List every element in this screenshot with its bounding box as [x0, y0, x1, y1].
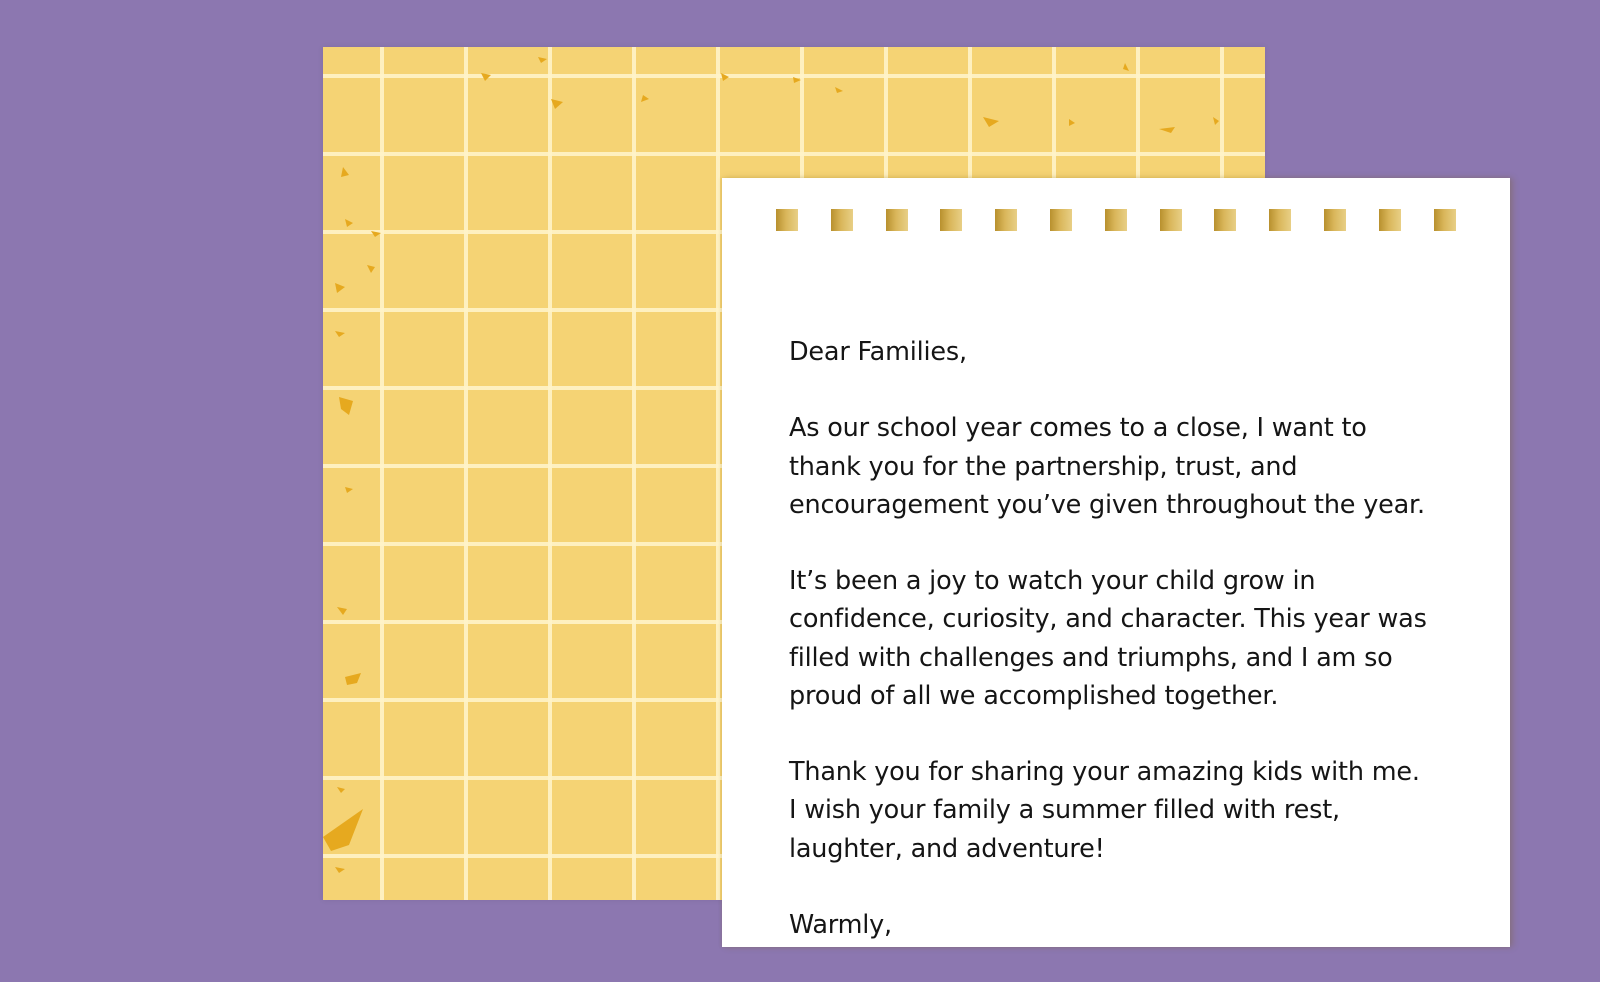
hole: [1324, 209, 1346, 231]
confetti-piece: [345, 219, 353, 227]
confetti-piece: [551, 99, 563, 109]
confetti-piece: [835, 87, 843, 93]
hole: [776, 209, 798, 231]
hole: [1214, 209, 1236, 231]
yellow-grid-board: [323, 47, 1427, 940]
confetti-piece: [1123, 63, 1129, 71]
confetti-piece: [337, 787, 345, 793]
confetti-piece: [793, 77, 801, 83]
hole: [886, 209, 908, 231]
letter-paragraph-3: Thank you for sharing your amazing kids with me. I wish your family a summer filled with rest, laughter, and adventure!: [789, 757, 1420, 864]
hole: [1379, 209, 1401, 231]
letter-paragraph-2: It’s been a joy to watch your child grow in confidence, curiosity, and character. This year was filled with challenges and triumphs, and I am so proud of all we accomplished together.: [789, 566, 1427, 711]
hole: [1050, 209, 1072, 231]
confetti-piece: [339, 397, 353, 415]
confetti-piece: [1069, 119, 1075, 126]
hole: [831, 209, 853, 231]
confetti-piece: [367, 265, 375, 273]
confetti-piece: [1159, 127, 1175, 133]
confetti-piece: [335, 331, 345, 337]
confetti-piece: [341, 167, 349, 177]
confetti-piece: [345, 487, 353, 493]
confetti-piece: [323, 809, 363, 851]
confetti-piece: [481, 73, 491, 81]
confetti-piece: [335, 867, 345, 873]
hole: [1269, 209, 1291, 231]
letter-paragraph-1: As our school year comes to a close, I want to thank you for the partnership, trust, and encouragement you’ve given throughout the year.: [789, 413, 1425, 520]
confetti-piece: [538, 57, 547, 63]
letter-paper: [722, 178, 1510, 947]
confetti-piece: [1213, 117, 1219, 125]
hole: [940, 209, 962, 231]
confetti-piece: [983, 117, 999, 127]
confetti-piece: [371, 231, 381, 237]
letter-closing: Warmly,: [789, 909, 892, 940]
hole: [995, 209, 1017, 231]
letter-body: [789, 333, 1469, 982]
confetti-piece: [641, 95, 649, 102]
punched-holes: [776, 209, 1456, 231]
confetti-piece: [337, 607, 347, 615]
hole: [1434, 209, 1456, 231]
hole: [1105, 209, 1127, 231]
letter-greeting: Dear Families,: [789, 337, 967, 367]
hole: [1160, 209, 1182, 231]
confetti-piece: [335, 283, 345, 293]
confetti-piece: [721, 73, 729, 81]
confetti-piece: [345, 673, 361, 685]
